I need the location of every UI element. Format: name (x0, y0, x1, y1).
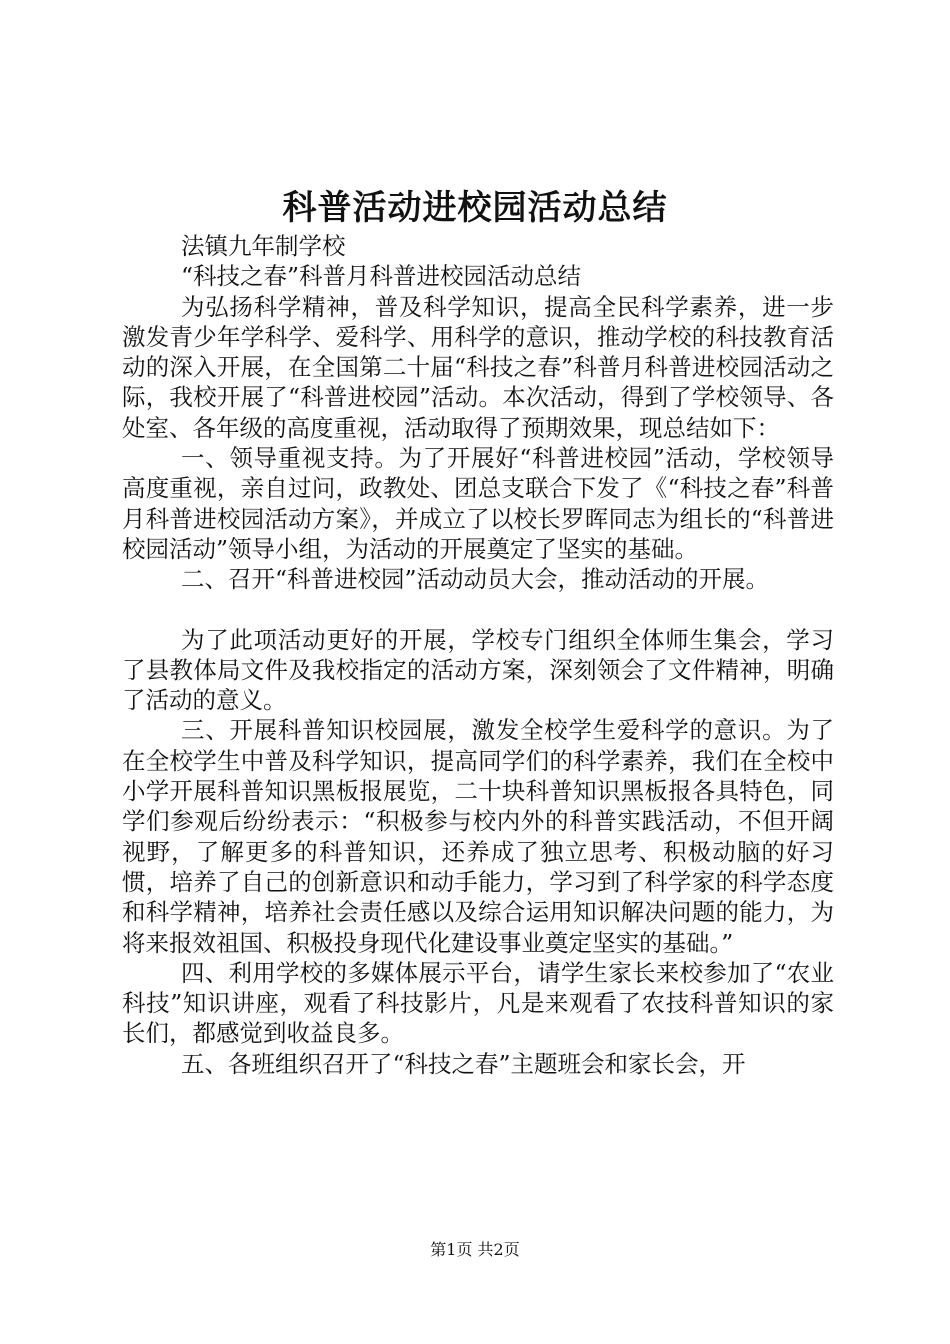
paragraph-section-2: 二、召开“科普进校园”活动动员大会，推动活动的开展。 (181, 565, 770, 594)
document-title: 科普活动进校园活动总结 (282, 188, 668, 228)
page-number: 第1页 共2页 (430, 1240, 520, 1259)
paragraph-section-2-detail: 为了此项活动更好的开展，学校专门组织全体师生集会，学习了县教体局文件及我校指定的活动方案，深刻领会了文件精神，明确了活动的意义。 (122, 625, 834, 715)
paragraph-section-5: 五、各班组织召开了“科技之春”主题班会和家长会，开 (181, 1049, 746, 1078)
subtitle: “科技之春”科普月科普进校园活动总结 (181, 262, 582, 291)
paragraph-section-3: 三、开展科普知识校园展，激发全校学生爱科学的意识。为了在全校学生中普及科学知识，提高同学们的科学素养，我们在全校中小学开展科普知识黑板报展览，二十块科普知识黑板报各具特色，同学们参观后纷纷表示：“积极参与校内外的科普实践活动，不但开阔视野，了解更多的科普知识，还养成了独立思考、积极动脑的好习惯，培养了自己的创新意识和动手能力，学习到了科学家的科学态度和科学精神，培养社会责任感以及综合运用知识解决问题的能力，为将来报效祖国、积极投身现代化建设事业奠定坚实的基础。” (122, 716, 834, 957)
school-name: 法镇九年制学校 (181, 232, 346, 260)
paragraph-intro: 为弘扬科学精神，普及科学知识，提高全民科学素养，进一步激发青少年学科学、爱科学、用科学的意识，推动学校的科技教育活动的深入开展，在全国第二十届“科技之春”科普月科普进校园活动之际，我校开展了“科普进校园”活动。本次活动，得到了学校领导、各处室、各年级的高度重视，活动取得了预期效果，现总结如下： (122, 292, 834, 442)
document-body (122, 231, 834, 1079)
paragraph-section-4: 四、利用学校的多媒体展示平台，请学生家长来校参加了“农业科技”知识讲座，观看了科技影片，凡是来观看了农技科普知识的家长们，都感觉到收益良多。 (122, 958, 834, 1048)
paragraph-section-1: 一、领导重视支持。为了开展好“科普进校园”活动，学校领导高度重视，亲自过问，政教处、团总支联合下发了《“科技之春”科普月科普进校园活动方案》，并成立了以校长罗晖同志为组长的“科普进校园活动”领导小组，为活动的开展奠定了坚实的基础。 (122, 444, 834, 563)
